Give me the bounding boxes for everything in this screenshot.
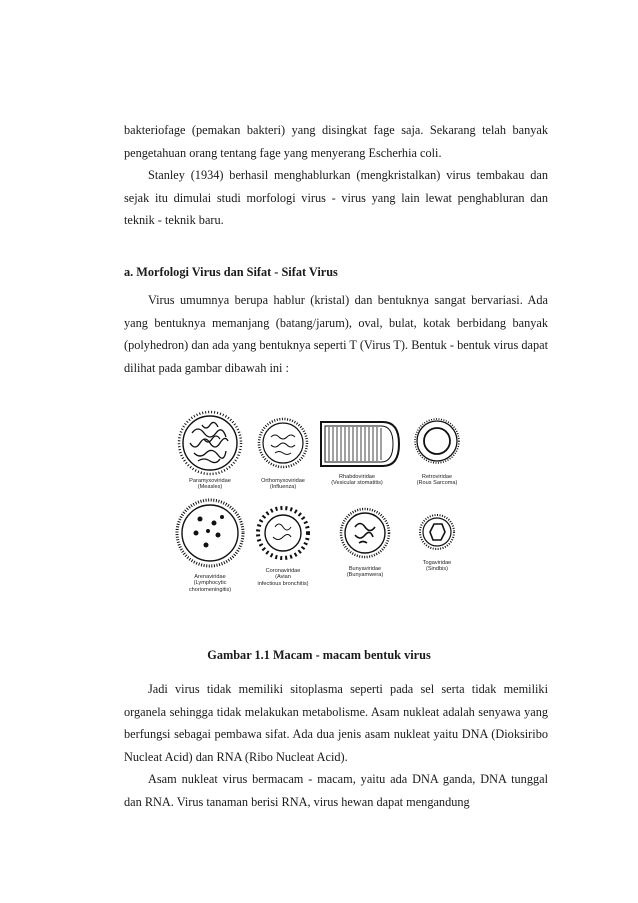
- togaviridae-drawing: [420, 515, 454, 549]
- label-name: Bunyaviridae: [348, 566, 382, 572]
- paramyxoviridae-drawing: [179, 412, 241, 474]
- virus-figure: [165, 408, 475, 608]
- coronaviridae-drawing: [258, 508, 308, 558]
- label-example-cont: choriomeningitis): [188, 586, 232, 593]
- label-name: Rhabdoviridae: [338, 474, 376, 480]
- paragraph-1: bakteriofage (pemakan bakteri) yang disingkat fage saja. Sekarang telah banyak pengetahuan orang tentang fage yang menyerang Escherhia coli.: [124, 123, 548, 160]
- label-example: (Sindbis): [425, 566, 449, 573]
- label-togaviridae: [392, 560, 482, 573]
- label-example: (Influenza): [269, 484, 297, 491]
- label-example: (Measles): [197, 484, 223, 491]
- arenaviridae-drawing: [177, 500, 243, 566]
- label-example-cont: infectious bronchitis): [257, 580, 309, 587]
- label-rhabdoviridae: [312, 474, 402, 487]
- label-name: Arenaviridae: [194, 574, 226, 580]
- section-heading: a. Morfologi Virus dan Sifat - Sifat Virus: [124, 265, 338, 279]
- paragraph-5: Asam nukleat virus bermacam - macam, yaitu ada DNA ganda, DNA tunggal dan RNA. Virus tanaman berisi RNA, virus hewan dapat mengandung: [124, 772, 548, 809]
- label-name: Retroviridae: [421, 474, 453, 480]
- label-example: (Bunyamwera): [346, 572, 384, 579]
- label-example: (Avian: [275, 574, 291, 581]
- retroviridae-drawing: [415, 419, 459, 463]
- label-example: (Lymphocytic: [193, 580, 227, 587]
- label-name: Orthomyxoviridae: [261, 478, 305, 484]
- orthomyxoviridae-drawing: [259, 419, 307, 467]
- label-name: Togaviridae: [422, 560, 452, 566]
- label-name: Coronaviridae: [265, 568, 301, 574]
- label-example: (Vesicular stomatitis): [331, 480, 383, 487]
- paragraph-4: Jadi virus tidak memiliki sitoplasma seperti pada sel serta tidak memiliki organela sehingga tidak melakukan metabolisme. Asam nukleat adalah senyawa yang berfungsi sebagai pembawa sifat. Ada dua jenis asam nukleat yaitu DNA (Dioksiribo Nucleat Acid) dan RNA (Ribo Nucleat Acid).: [124, 682, 548, 764]
- paragraph-2: Stanley (1934) berhasil menghablurkan (mengkristalkan) virus tembakau dan sejak itu dimulai studi morfologi virus - virus yang lain lewat penghabluran dan teknik - teknik baru.: [124, 168, 548, 227]
- rhabdoviridae-drawing: [321, 422, 399, 466]
- label-coronaviridae: [238, 568, 328, 587]
- paragraph-3: Virus umumnya berupa hablur (kristal) dan bentuknya sangat bervariasi. Ada yang bentuknya memanjang (batang/jarum), oval, bulat, kotak berbidang banyak (polyhedron) dan ada yang bentuknya seperti T (Virus T). Bentuk - bentuk virus dapat dilihat pada gambar dibawah ini :: [124, 293, 548, 375]
- label-example: (Rous Sarcoma): [416, 480, 458, 487]
- bunyaviridae-drawing: [341, 509, 389, 557]
- label-name: Paramyxoviridae: [189, 478, 231, 484]
- figure-caption: Gambar 1.1 Macam - macam bentuk virus: [207, 648, 431, 662]
- label-retroviridae: [392, 474, 482, 487]
